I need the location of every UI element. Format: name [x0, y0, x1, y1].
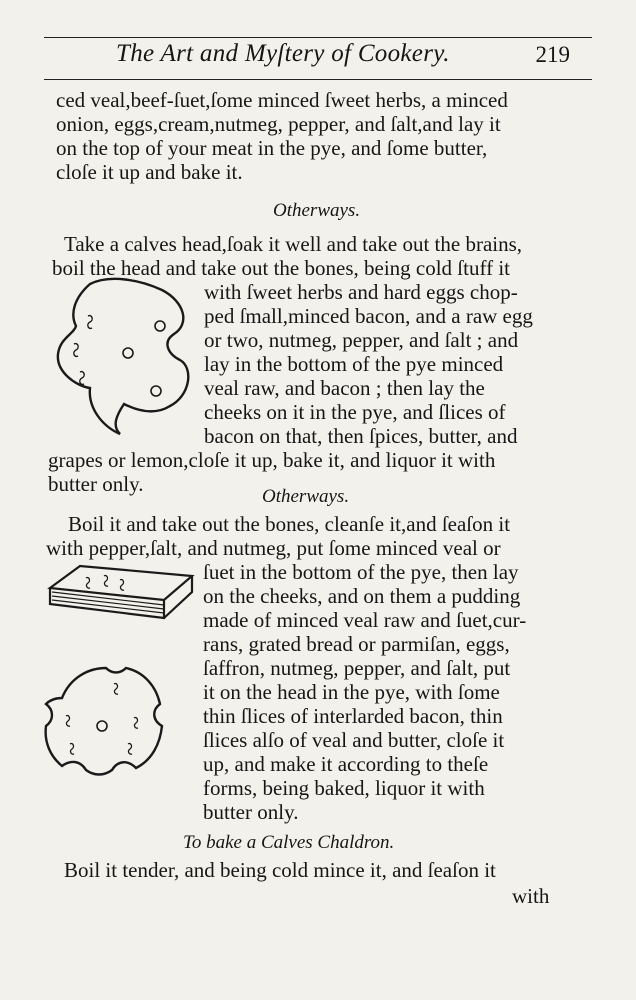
text-line: ped ſmall,minced bacon, and a raw egg [204, 304, 533, 328]
text-line: cheeks on it in the pye, and ſlices of [204, 400, 506, 424]
text-line: ſuet in the bottom of the pye, then lay [203, 560, 519, 584]
text-line: with pepper,ſalt, and nutmeg, put ſome minced veal or [46, 536, 501, 560]
text-line: veal raw, and bacon ; then lay the [204, 376, 485, 400]
catchword: with [512, 884, 550, 908]
stacked-pie-figure-icon [46, 560, 196, 630]
text-line: it on the head in the pye, with ſome [203, 680, 500, 704]
text-line: ſlices alſo of veal and butter, cloſe it [203, 728, 505, 752]
text-line: onion, eggs,cream,nutmeg, pepper, and ſalt,and lay it [56, 112, 501, 136]
top-rule [44, 37, 592, 38]
text-line: cloſe it up and bake it. [56, 160, 243, 184]
text-line: bacon on that, then ſpices, butter, and [204, 424, 518, 448]
text-line: ſaffron, nutmeg, pepper, and ſalt, put [203, 656, 511, 680]
text-line: forms, being baked, liquor it with [203, 776, 485, 800]
section-heading: To bake a Calves Chaldron. [183, 832, 395, 853]
text-line: with ſweet herbs and hard eggs chop- [204, 280, 518, 304]
text-line: or two, nutmeg, pepper, and ſalt ; and [204, 328, 519, 352]
text-line: Boil it and take out the bones, cleanſe it,and ſeaſon it [68, 512, 511, 536]
text-line: ced veal,beef-ſuet,ſome minced ſweet herbs, a minced [56, 88, 508, 112]
text-line: made of minced veal raw and ſuet,cur- [203, 608, 527, 632]
scalloped-pie-figure-icon [40, 660, 170, 784]
text-line: lay in the bottom of the pye minced [204, 352, 504, 376]
text-line: Boil it tender, and being cold mince it, and ſeaſon it [64, 858, 496, 882]
page-number: 219 [535, 42, 570, 67]
text-line: on the cheeks, and on them a pudding [203, 584, 521, 608]
text-line: boil the head and take out the bones, being cold ſtuff it [52, 256, 511, 280]
running-header [44, 40, 592, 74]
text-line: up, and make it according to theſe [203, 752, 489, 776]
text-line: on the top of your meat in the pye, and ſome butter, [56, 136, 488, 160]
text-line: rans, grated bread or parmiſan, eggs, [203, 632, 510, 656]
section-heading: Otherways. [262, 486, 350, 507]
running-title: The Art and Myſtery of Cookery. [116, 40, 450, 67]
text-line: Take a calves head,ſoak it well and take out the brains, [64, 232, 523, 256]
text-line: butter only. [48, 472, 144, 496]
text-line: butter only. [203, 800, 299, 824]
section-heading: Otherways. [273, 200, 361, 221]
text-line: grapes or lemon,cloſe it up, bake it, and liquor it with [48, 448, 496, 472]
text-line: thin ſlices of interlarded bacon, thin [203, 704, 503, 728]
header-rule [44, 79, 592, 80]
pie-shape-figure-icon [50, 276, 200, 436]
